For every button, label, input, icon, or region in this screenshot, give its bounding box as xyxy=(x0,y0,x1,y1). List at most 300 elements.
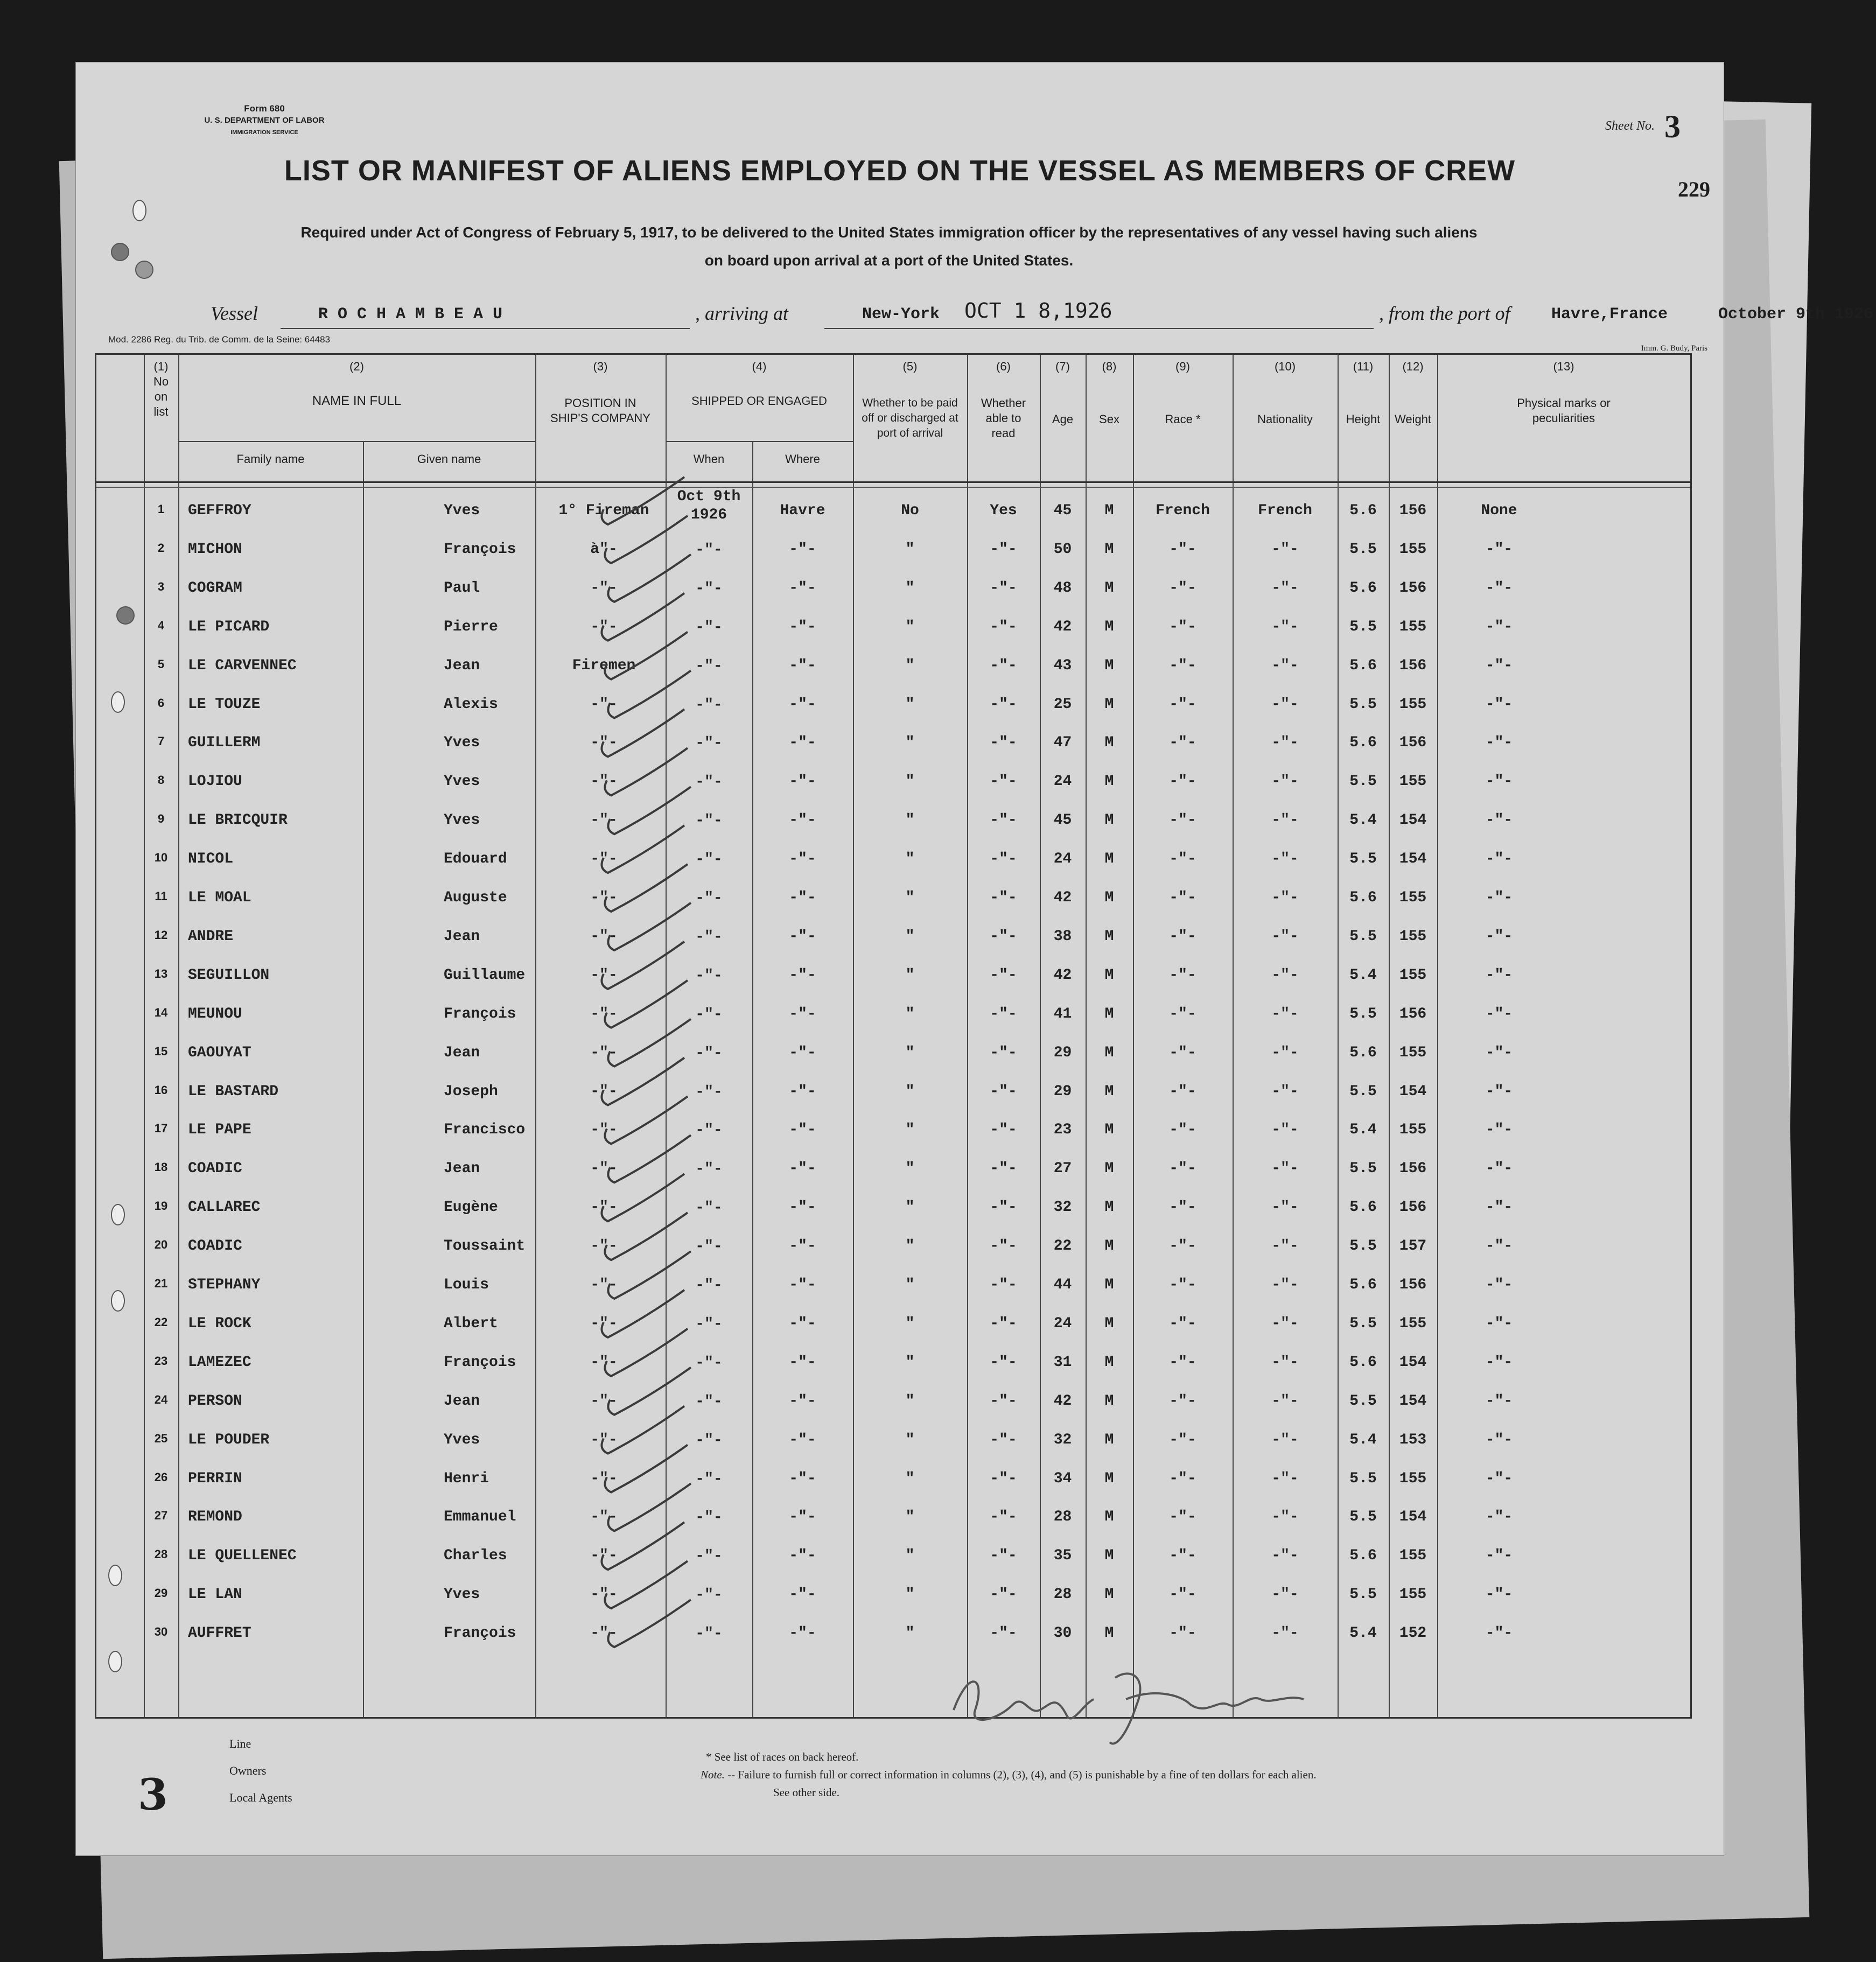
cell-age: 43 xyxy=(1053,657,1072,674)
cell-nationality: -"- xyxy=(1271,1315,1299,1332)
cell-position: -"- xyxy=(590,1509,618,1526)
cell-weight: 156 xyxy=(1399,1005,1427,1022)
cell-position: -"- xyxy=(590,579,618,597)
cell-no: 6 xyxy=(157,696,165,710)
cell-weight: 155 xyxy=(1399,889,1427,906)
col-header-nationality: (10) Nationality xyxy=(1257,360,1313,426)
cell-paid-off: " xyxy=(905,1199,915,1216)
cell-paid-off: " xyxy=(905,1509,915,1526)
cell-paid-off: " xyxy=(905,812,915,829)
cell-sex: M xyxy=(1104,696,1114,713)
cell-when: -"- xyxy=(695,1200,723,1217)
cell-read: -"- xyxy=(990,1509,1017,1526)
cell-nationality: -"- xyxy=(1271,618,1299,635)
cell-given-name: François xyxy=(444,1625,516,1642)
cell-marks: -"- xyxy=(1485,1277,1513,1293)
cell-family-name: LAMEZEC xyxy=(188,1354,251,1371)
departure-date: October 9th 1926 xyxy=(1718,305,1874,324)
sheet-number-field xyxy=(1605,108,1681,145)
cell-no: 17 xyxy=(154,1122,168,1136)
cell-race: -"- xyxy=(1169,812,1196,829)
cell-paid-off: " xyxy=(905,1586,915,1603)
cell-sex: M xyxy=(1104,657,1114,674)
cell-position: -"- xyxy=(590,812,618,829)
cell-where: -"- xyxy=(789,773,816,790)
cell-read: -"- xyxy=(990,1547,1017,1565)
cell-marks: -"- xyxy=(1485,1431,1513,1448)
cell-height: 5.5 xyxy=(1349,851,1377,868)
cell-weight: 154 xyxy=(1399,1509,1427,1526)
cell-age: 29 xyxy=(1053,1083,1072,1100)
cell-where: -"- xyxy=(789,1431,816,1448)
cell-where: -"- xyxy=(789,1199,816,1216)
cell-given-name: Yves xyxy=(444,812,480,829)
cell-race: -"- xyxy=(1169,1315,1196,1332)
cell-where: -"- xyxy=(789,696,816,713)
cell-position: -"- xyxy=(590,928,618,945)
cell-family-name: PERSON xyxy=(188,1392,242,1410)
cell-when: -"- xyxy=(695,890,723,907)
subtitle-line: Required under Act of Congress of February 5, 1917, to be delivered to the United States immigration officer by the representatives of any vessel having such aliens xyxy=(300,224,1478,241)
cell-marks: -"- xyxy=(1485,657,1513,674)
cell-weight: 155 xyxy=(1399,618,1427,635)
cell-height: 5.5 xyxy=(1349,773,1377,790)
cell-height: 5.6 xyxy=(1349,579,1377,597)
cell-weight: 154 xyxy=(1399,1354,1427,1371)
cell-age: 30 xyxy=(1053,1625,1072,1642)
cell-age: 42 xyxy=(1053,1392,1072,1410)
cell-read: -"- xyxy=(990,812,1017,829)
cell-paid-off: " xyxy=(905,734,915,752)
cell-weight: 155 xyxy=(1399,1044,1427,1061)
cell-no: 2 xyxy=(157,541,165,555)
cell-weight: 154 xyxy=(1399,1083,1427,1100)
cell-given-name: Guillaume xyxy=(444,966,526,984)
cell-family-name: LE LAN xyxy=(188,1586,242,1603)
cell-marks: -"- xyxy=(1485,1044,1513,1061)
cell-race: -"- xyxy=(1169,1044,1196,1061)
cell-no: 4 xyxy=(157,618,165,632)
cell-paid-off: " xyxy=(905,889,915,906)
arriving-at: New-York xyxy=(862,305,940,324)
cell-weight: 154 xyxy=(1399,1392,1427,1410)
cell-family-name: LE MOAL xyxy=(188,889,251,906)
cell-family-name: LE ROCK xyxy=(188,1315,251,1332)
cell-height: 5.5 xyxy=(1349,541,1377,558)
cell-age: 42 xyxy=(1053,618,1072,635)
cell-family-name: PERRIN xyxy=(188,1470,242,1487)
cell-given-name: Jean xyxy=(444,1160,480,1178)
cell-no: 25 xyxy=(154,1431,168,1445)
cell-family-name: SEGUILLON xyxy=(188,966,270,984)
cell-family-name: LE PAPE xyxy=(188,1122,251,1139)
cell-marks: -"- xyxy=(1485,1315,1513,1332)
cell-nationality: -"- xyxy=(1271,579,1299,597)
cell-race: -"- xyxy=(1169,1277,1196,1293)
cell-position: -"- xyxy=(590,773,618,790)
cell-when: Oct 9th 1926 xyxy=(677,488,741,523)
cell-family-name: LE POUDER xyxy=(188,1431,270,1448)
cell-paid-off: " xyxy=(905,1431,915,1448)
cell-sex: M xyxy=(1104,1354,1114,1371)
cell-height: 5.5 xyxy=(1349,1315,1377,1332)
cell-height: 5.4 xyxy=(1349,1122,1377,1139)
cell-sex: M xyxy=(1104,851,1114,868)
cell-sex: M xyxy=(1104,1509,1114,1526)
cell-when: -"- xyxy=(695,1393,723,1410)
cell-marks: -"- xyxy=(1485,851,1513,868)
cell-family-name: REMOND xyxy=(188,1509,242,1526)
cell-weight: 155 xyxy=(1399,1470,1427,1487)
cell-race: -"- xyxy=(1169,928,1196,945)
page-number: 229 xyxy=(1678,177,1710,201)
cell-family-name: COADIC xyxy=(188,1238,242,1255)
cell-read: -"- xyxy=(990,1431,1017,1448)
cell-marks: -"- xyxy=(1485,1625,1513,1642)
cell-family-name: GAOUYAT xyxy=(188,1044,251,1061)
cell-race: -"- xyxy=(1169,579,1196,597)
cell-where: -"- xyxy=(789,1354,816,1371)
cell-no: 18 xyxy=(154,1160,168,1174)
cell-nationality: -"- xyxy=(1271,1199,1299,1216)
crew-manifest-table xyxy=(95,353,1692,1719)
cell-marks: -"- xyxy=(1485,966,1513,984)
cell-age: 25 xyxy=(1053,696,1072,713)
cell-paid-off: " xyxy=(905,1354,915,1371)
cell-height: 5.4 xyxy=(1349,1431,1377,1448)
footer-agents-label: Local Agents xyxy=(229,1791,292,1804)
cell-position: -"- xyxy=(590,1160,618,1178)
cell-race: -"- xyxy=(1169,1238,1196,1255)
cell-race: -"- xyxy=(1169,966,1196,984)
cell-paid-off: " xyxy=(905,696,915,713)
cell-sex: M xyxy=(1104,734,1114,752)
punch-hole xyxy=(135,261,153,279)
cell-given-name: Pierre xyxy=(444,618,498,635)
from-port: Havre,France xyxy=(1551,305,1668,324)
cell-when: -"- xyxy=(695,1354,723,1371)
cell-marks: -"- xyxy=(1485,1005,1513,1022)
cell-read: -"- xyxy=(990,773,1017,790)
cell-age: 50 xyxy=(1053,541,1072,558)
cell-where: -"- xyxy=(789,618,816,635)
cell-height: 5.5 xyxy=(1349,1238,1377,1255)
cell-paid-off: " xyxy=(905,1625,915,1642)
cell-position: -"- xyxy=(590,1122,618,1139)
col-header-where: Where xyxy=(785,452,820,466)
cell-weight: 153 xyxy=(1399,1431,1427,1448)
cell-nationality: -"- xyxy=(1271,773,1299,790)
cell-age: 34 xyxy=(1053,1470,1072,1487)
col-header-name: (2) NAME IN FULL xyxy=(312,360,402,408)
cell-family-name: LE CARVENNEC xyxy=(188,657,297,674)
cell-position: -"- xyxy=(590,1625,618,1642)
cell-where: -"- xyxy=(789,1122,816,1139)
cell-no: 24 xyxy=(154,1392,168,1406)
cell-height: 5.5 xyxy=(1349,618,1377,635)
cell-age: 24 xyxy=(1053,851,1072,868)
cell-position: -"- xyxy=(590,1354,618,1371)
cell-nationality: -"- xyxy=(1271,1354,1299,1371)
cell-where: -"- xyxy=(789,579,816,597)
cell-when: -"- xyxy=(695,541,723,558)
cell-where: -"- xyxy=(789,928,816,945)
cell-paid-off: " xyxy=(905,1392,915,1410)
cell-sex: M xyxy=(1104,1160,1114,1178)
cell-when: -"- xyxy=(695,1470,723,1488)
cell-sex: M xyxy=(1104,1392,1114,1410)
cell-family-name: STEPHANY xyxy=(188,1277,261,1293)
cell-position: -"- xyxy=(590,889,618,906)
cell-family-name: LOJIOU xyxy=(188,773,242,790)
cell-sex: M xyxy=(1104,928,1114,945)
cell-weight: 156 xyxy=(1399,502,1427,519)
cell-height: 5.6 xyxy=(1349,502,1377,519)
cell-paid-off: " xyxy=(905,851,915,868)
cell-nationality: -"- xyxy=(1271,928,1299,945)
cell-where: -"- xyxy=(789,1392,816,1410)
cell-where: -"- xyxy=(789,657,816,674)
cell-weight: 156 xyxy=(1399,1199,1427,1216)
cell-paid-off: " xyxy=(905,579,915,597)
cell-age: 28 xyxy=(1053,1509,1072,1526)
cell-height: 5.6 xyxy=(1349,889,1377,906)
cell-weight: 156 xyxy=(1399,1277,1427,1293)
cell-family-name: LE BASTARD xyxy=(188,1083,279,1100)
cell-read: Yes xyxy=(990,502,1017,519)
cell-position: -"- xyxy=(590,1238,618,1255)
arrival-date-stamp: OCT 1 8,1926 xyxy=(964,299,1112,323)
cell-paid-off: No xyxy=(901,502,919,519)
cell-height: 5.6 xyxy=(1349,1277,1377,1293)
cell-race: -"- xyxy=(1169,657,1196,674)
cell-nationality: French xyxy=(1258,502,1312,519)
cell-no: 28 xyxy=(154,1547,168,1561)
cell-read: -"- xyxy=(990,1277,1017,1293)
cell-where: -"- xyxy=(789,734,816,752)
cell-race: French xyxy=(1156,502,1210,519)
cell-position: -"- xyxy=(590,1277,618,1293)
cell-given-name: Jean xyxy=(444,928,480,945)
cell-given-name: Jean xyxy=(444,1392,480,1410)
cell-family-name: LE BRICQUIR xyxy=(188,812,288,829)
cell-race: -"- xyxy=(1169,1509,1196,1526)
col-header-paid-off: (5) Whether to be paid off or discharged at port of arrival xyxy=(862,360,958,439)
cell-read: -"- xyxy=(990,696,1017,713)
cell-family-name: GUILLERM xyxy=(188,734,261,752)
cell-where: -"- xyxy=(789,1315,816,1332)
cell-read: -"- xyxy=(990,541,1017,558)
cell-age: 44 xyxy=(1053,1277,1072,1293)
cell-nationality: -"- xyxy=(1271,1005,1299,1022)
cell-read: -"- xyxy=(990,1470,1017,1487)
cell-race: -"- xyxy=(1169,1392,1196,1410)
cell-when: -"- xyxy=(695,1315,723,1333)
cell-sex: M xyxy=(1104,1547,1114,1565)
cell-nationality: -"- xyxy=(1271,1122,1299,1139)
cell-age: 28 xyxy=(1053,1586,1072,1603)
cell-sex: M xyxy=(1104,1238,1114,1255)
form-number: Form 680 xyxy=(244,103,285,114)
cell-weight: 155 xyxy=(1399,1315,1427,1332)
cell-position: -"- xyxy=(590,1470,618,1487)
cell-marks: -"- xyxy=(1485,773,1513,790)
cell-weight: 155 xyxy=(1399,1547,1427,1565)
cell-nationality: -"- xyxy=(1271,1547,1299,1565)
cell-height: 5.6 xyxy=(1349,734,1377,752)
col-header-position: (3) POSITION IN SHIP'S COMPANY xyxy=(550,360,650,425)
cell-nationality: -"- xyxy=(1271,1277,1299,1293)
cell-where: -"- xyxy=(789,1509,816,1526)
col-header-weight: (12) Weight xyxy=(1394,360,1432,426)
cell-given-name: Eugène xyxy=(444,1199,498,1216)
cell-no: 9 xyxy=(157,812,165,826)
cell-family-name: MICHON xyxy=(188,541,242,558)
cell-weight: 155 xyxy=(1399,1122,1427,1139)
cell-where: -"- xyxy=(789,966,816,984)
cell-family-name: GEFFROY xyxy=(188,502,251,519)
cell-given-name: Toussaint xyxy=(444,1238,526,1255)
printer-imprint: Imm. G. Budy, Paris xyxy=(1641,344,1707,353)
cell-when: -"- xyxy=(695,735,723,752)
cell-given-name: Henri xyxy=(444,1470,489,1487)
cell-read: -"- xyxy=(990,657,1017,674)
cell-paid-off: " xyxy=(905,1277,915,1293)
cell-race: -"- xyxy=(1169,1470,1196,1487)
cell-nationality: -"- xyxy=(1271,1044,1299,1061)
cell-marks: -"- xyxy=(1485,1586,1513,1603)
cell-height: 5.4 xyxy=(1349,966,1377,984)
cell-read: -"- xyxy=(990,1238,1017,1255)
cell-sex: M xyxy=(1104,1122,1114,1139)
cell-age: 38 xyxy=(1053,928,1072,945)
cell-family-name: ANDRE xyxy=(188,928,234,945)
cell-where: -"- xyxy=(789,1625,816,1642)
cell-no: 13 xyxy=(154,966,168,980)
cell-weight: 157 xyxy=(1399,1238,1427,1255)
cell-marks: -"- xyxy=(1485,696,1513,713)
cell-marks: -"- xyxy=(1485,1509,1513,1526)
cell-height: 5.6 xyxy=(1349,1354,1377,1371)
cell-nationality: -"- xyxy=(1271,1160,1299,1178)
cell-nationality: -"- xyxy=(1271,1392,1299,1410)
cell-sex: M xyxy=(1104,618,1114,635)
cell-given-name: François xyxy=(444,541,516,558)
cell-paid-off: " xyxy=(905,1122,915,1139)
cell-position: Firemen xyxy=(572,657,636,674)
cell-race: -"- xyxy=(1169,541,1196,558)
cell-where: -"- xyxy=(789,1160,816,1178)
cell-marks: -"- xyxy=(1485,618,1513,635)
cell-when: -"- xyxy=(695,1045,723,1062)
cell-where: -"- xyxy=(789,1470,816,1487)
cell-paid-off: " xyxy=(905,966,915,984)
cell-no: 10 xyxy=(154,851,168,865)
cell-paid-off: " xyxy=(905,928,915,945)
cell-sex: M xyxy=(1104,1431,1114,1448)
cell-given-name: Edouard xyxy=(444,851,507,868)
cell-marks: -"- xyxy=(1485,889,1513,906)
cell-weight: 155 xyxy=(1399,773,1427,790)
cell-position: -"- xyxy=(590,966,618,984)
cell-age: 29 xyxy=(1053,1044,1072,1061)
cell-position: -"- xyxy=(590,1044,618,1061)
cell-sex: M xyxy=(1104,1277,1114,1293)
cell-where: -"- xyxy=(789,1277,816,1293)
cell-race: -"- xyxy=(1169,889,1196,906)
cell-no: 23 xyxy=(154,1354,168,1368)
cell-given-name: Yves xyxy=(444,502,480,519)
cell-weight: 156 xyxy=(1399,657,1427,674)
col-header-when: When xyxy=(693,452,725,466)
cell-paid-off: " xyxy=(905,1083,915,1100)
cell-race: -"- xyxy=(1169,1354,1196,1371)
cell-when: -"- xyxy=(695,619,723,636)
cell-given-name: Alexis xyxy=(444,696,498,713)
cell-height: 5.5 xyxy=(1349,1160,1377,1178)
cell-family-name: NICOL xyxy=(188,851,234,868)
cell-marks: -"- xyxy=(1485,1392,1513,1410)
cell-position: -"- xyxy=(590,1547,618,1565)
cell-height: 5.6 xyxy=(1349,1044,1377,1061)
col-header-height: (11) Height xyxy=(1346,360,1381,426)
cell-position: 1° Fireman xyxy=(558,502,649,519)
cell-nationality: -"- xyxy=(1271,1431,1299,1448)
cell-weight: 152 xyxy=(1399,1625,1427,1642)
cell-sex: M xyxy=(1104,1586,1114,1603)
cell-height: 5.5 xyxy=(1349,1005,1377,1022)
cell-sex: M xyxy=(1104,1044,1114,1061)
cell-race: -"- xyxy=(1169,1431,1196,1448)
col-header-shipped: (4) SHIPPED OR ENGAGED xyxy=(691,360,827,408)
cell-height: 5.4 xyxy=(1349,1625,1377,1642)
cell-age: 31 xyxy=(1053,1354,1072,1371)
cell-nationality: -"- xyxy=(1271,1509,1299,1526)
cell-when: -"- xyxy=(695,851,723,868)
cell-height: 5.5 xyxy=(1349,696,1377,713)
cell-family-name: LE PICARD xyxy=(188,618,270,635)
cell-where: -"- xyxy=(789,812,816,829)
cell-when: -"- xyxy=(695,696,723,713)
cell-family-name: COGRAM xyxy=(188,579,242,597)
vessel-label: Vessel xyxy=(211,303,258,324)
cell-family-name: CALLAREC xyxy=(188,1199,261,1216)
cell-no: 11 xyxy=(155,889,167,903)
cell-no: 12 xyxy=(154,928,168,942)
cell-nationality: -"- xyxy=(1271,657,1299,674)
cell-paid-off: " xyxy=(905,1160,915,1178)
cell-family-name: LE TOUZE xyxy=(188,696,261,713)
col-header-sex: (8) Sex xyxy=(1099,360,1119,426)
vessel-name: R O C H A M B E A U xyxy=(318,305,503,324)
cell-no: 16 xyxy=(154,1083,168,1097)
cell-read: -"- xyxy=(990,1199,1017,1216)
cell-no: 14 xyxy=(154,1005,168,1019)
cell-read: -"- xyxy=(990,618,1017,635)
cell-weight: 155 xyxy=(1399,541,1427,558)
cell-weight: 155 xyxy=(1399,928,1427,945)
cell-position: -"- xyxy=(590,1083,618,1100)
cell-age: 24 xyxy=(1053,1315,1072,1332)
races-note: * See list of races on back hereof. xyxy=(706,1750,859,1763)
cell-marks: None xyxy=(1481,502,1517,519)
cell-sex: M xyxy=(1104,1470,1114,1487)
cell-when: -"- xyxy=(695,657,723,675)
cell-position: -"- xyxy=(590,696,618,713)
cell-nationality: -"- xyxy=(1271,851,1299,868)
cell-race: -"- xyxy=(1169,618,1196,635)
cell-paid-off: " xyxy=(905,618,915,635)
